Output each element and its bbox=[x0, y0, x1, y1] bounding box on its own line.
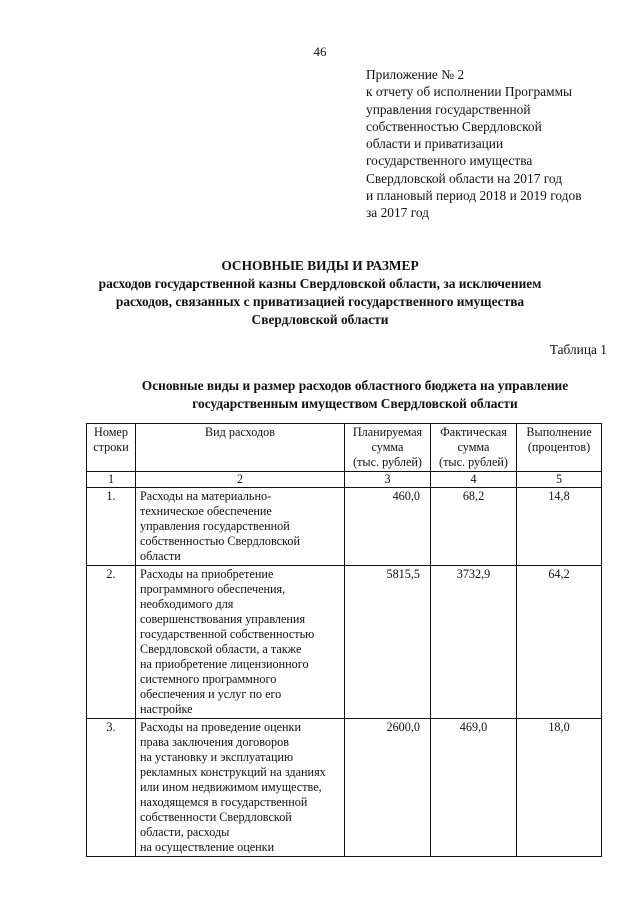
execution-percent: 14,8 bbox=[517, 488, 602, 566]
execution-percent: 18,0 bbox=[517, 719, 602, 857]
appendix-line: управления государственной bbox=[366, 101, 531, 117]
description-line: Расходы на приобретение bbox=[140, 567, 274, 581]
column-index-row bbox=[87, 472, 602, 488]
planned-amount-value: 2600,0 bbox=[386, 720, 420, 734]
description-line: обеспечения и услуг по его bbox=[140, 687, 282, 701]
expense-description bbox=[136, 488, 345, 566]
header-line: (процентов) bbox=[527, 440, 591, 454]
actual-amount: 469,0 bbox=[431, 719, 517, 857]
column-index: 2 bbox=[136, 472, 345, 488]
appendix-line: области и приватизации bbox=[366, 136, 504, 152]
description-line: Расходы на материально- bbox=[140, 489, 272, 503]
header-line: сумма bbox=[457, 440, 490, 454]
appendix-line: за 2017 год bbox=[366, 205, 429, 221]
description-line: совершенствования управления bbox=[140, 612, 306, 626]
title-line: расходов, связанных с приватизацией государственного имущества bbox=[115, 294, 525, 309]
document-title bbox=[0, 257, 640, 329]
expense-description bbox=[136, 719, 345, 857]
execution-percent: 64,2 bbox=[517, 566, 602, 719]
description-line: на установку и эксплуатацию bbox=[140, 750, 294, 764]
column-index: 5 bbox=[517, 472, 602, 488]
description-line: находящемся в государственной bbox=[140, 795, 308, 809]
description-line: государственной собственностью bbox=[140, 627, 315, 641]
appendix-line: Приложение № 2 bbox=[366, 67, 465, 82]
title-line: Свердловской области bbox=[251, 312, 389, 327]
description-line: собственностью Свердловской bbox=[140, 534, 300, 548]
description-line: области bbox=[140, 549, 181, 563]
table-row bbox=[87, 566, 602, 719]
description-line: Расходы на проведение оценки bbox=[140, 720, 301, 734]
header-line: Фактическая bbox=[440, 425, 507, 439]
table-label: Таблица 1 bbox=[549, 342, 607, 357]
header-execution-percent bbox=[517, 424, 602, 472]
description-line: необходимого для bbox=[140, 597, 234, 611]
actual-amount: 68,2 bbox=[431, 488, 517, 566]
row-number: 1. bbox=[87, 488, 136, 566]
column-index: 1 bbox=[87, 472, 136, 488]
title-line: ОСНОВНЫЕ ВИДЫ И РАЗМЕР bbox=[221, 258, 419, 273]
header-line: строки bbox=[93, 440, 129, 454]
description-line: собственности Свердловской bbox=[140, 810, 292, 824]
header-line: Вид расходов bbox=[204, 425, 276, 439]
column-index: 3 bbox=[345, 472, 431, 488]
table-row bbox=[87, 719, 602, 857]
table-title-line: государственным имуществом Свердловской области bbox=[192, 395, 518, 411]
appendix-line: собственностью Свердловской bbox=[366, 118, 542, 134]
header-line: Выполнение bbox=[526, 425, 592, 439]
expenses-table bbox=[86, 423, 602, 857]
header-line: Номер bbox=[94, 425, 128, 439]
table-row bbox=[87, 488, 602, 566]
description-line: на приобретение лицензионного bbox=[140, 657, 309, 671]
description-line: на осуществление оценки bbox=[140, 840, 275, 854]
description-line: программного обеспечения, bbox=[140, 582, 286, 596]
description-line: управления государственной bbox=[140, 519, 290, 533]
description-line: права заключения договоров bbox=[140, 735, 289, 749]
header-line: (тыс. рублей) bbox=[353, 455, 422, 469]
table-title-line: Основные виды и размер расходов областного бюджета на управление bbox=[141, 378, 569, 393]
row-number: 3. bbox=[87, 719, 136, 857]
description-line: техническое обеспечение bbox=[140, 504, 272, 518]
appendix-line: Свердловской области на 2017 год bbox=[366, 170, 563, 186]
column-index: 4 bbox=[431, 472, 517, 488]
planned-amount-value: 460,0 bbox=[392, 489, 420, 503]
header-row-number bbox=[87, 424, 136, 472]
row-number: 2. bbox=[87, 566, 136, 719]
description-line: или ином недвижимом имуществе, bbox=[140, 780, 322, 794]
expense-description bbox=[136, 566, 345, 719]
description-line: системного программного bbox=[140, 672, 277, 686]
description-line: рекламных конструкций на зданиях bbox=[140, 765, 326, 779]
description-line: области, расходы bbox=[140, 825, 230, 839]
planned-amount bbox=[345, 488, 431, 566]
table-title bbox=[0, 377, 640, 412]
page-number: 46 bbox=[313, 44, 327, 59]
planned-amount bbox=[345, 719, 431, 857]
appendix-line: и плановый период 2018 и 2019 годов bbox=[366, 188, 582, 204]
appendix-line: государственного имущества bbox=[366, 153, 533, 169]
table-header-row bbox=[87, 424, 602, 472]
description-line: настройке bbox=[140, 702, 193, 716]
planned-amount bbox=[345, 566, 431, 719]
actual-amount: 3732,9 bbox=[431, 566, 517, 719]
header-expense-type bbox=[136, 424, 345, 472]
header-planned-amount bbox=[345, 424, 431, 472]
title-line: расходов государственной казны Свердловской области, за исключением bbox=[98, 276, 542, 291]
header-actual-amount bbox=[431, 424, 517, 472]
header-line: Планируемая bbox=[352, 425, 423, 439]
header-line: (тыс. рублей) bbox=[439, 455, 508, 469]
planned-amount-value: 5815,5 bbox=[386, 567, 420, 581]
appendix-header bbox=[366, 66, 582, 222]
description-line: Свердловской области, а также bbox=[140, 642, 302, 656]
appendix-line: к отчету об исполнении Программы bbox=[366, 84, 573, 100]
header-line: сумма bbox=[371, 440, 404, 454]
